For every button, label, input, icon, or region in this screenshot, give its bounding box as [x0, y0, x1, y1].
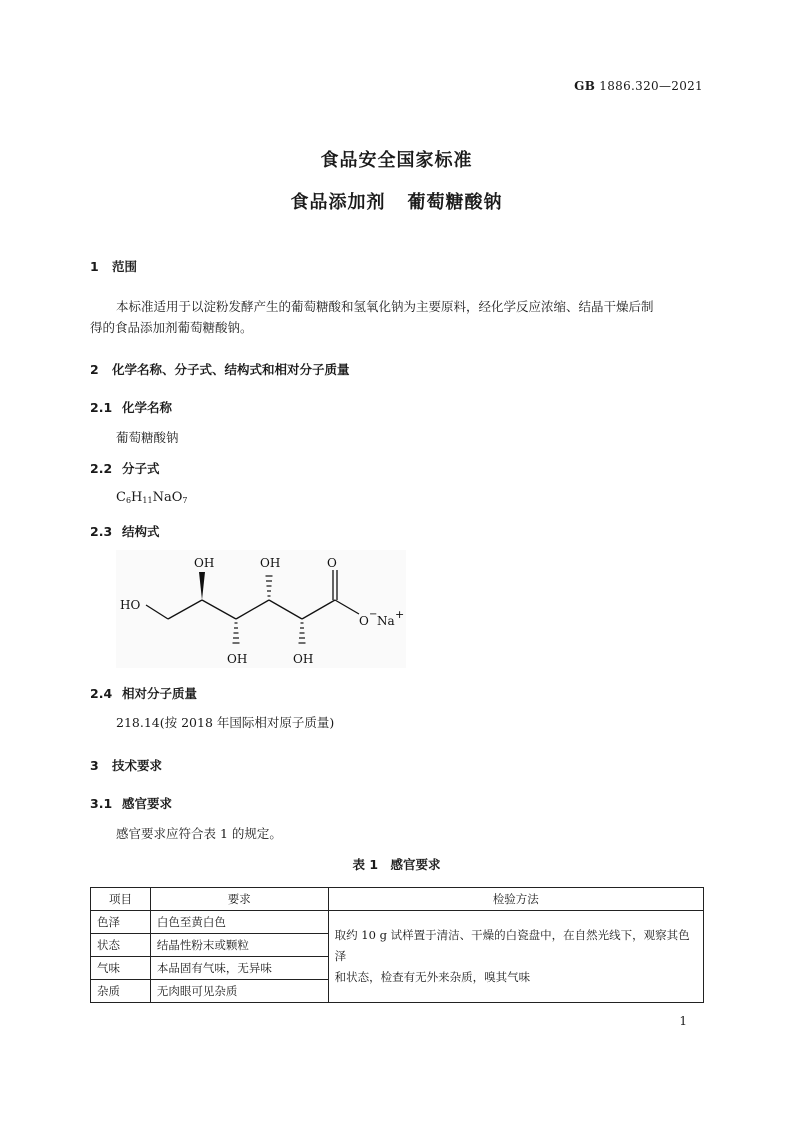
section-2-4-heading [90, 684, 197, 702]
molecular-formula [116, 490, 187, 505]
section-number: 2.3 [90, 524, 113, 539]
label-oh-bottom-1: OH [227, 652, 248, 666]
header-item: 项目 [91, 888, 151, 911]
bond-ho-c1 [146, 605, 168, 619]
title-part-1: 食品添加剂 [290, 192, 386, 213]
table-cell-item: 气味 [91, 957, 151, 980]
section-number: 2.2 [90, 461, 113, 476]
label-oh-bottom-2: OH [293, 652, 314, 666]
section-title: 化学名称、分子式、结构式和相对分子质量 [112, 362, 350, 377]
header-method: 检验方法 [328, 888, 703, 911]
page-number: 1 [679, 1014, 687, 1028]
table-cell-requirement: 本品固有气味，无异味 [150, 957, 328, 980]
label-o-minus: O [359, 614, 369, 628]
method-line-2: 和状态，检查有无外来杂质，嗅其气味 [334, 970, 531, 984]
structural-formula [116, 550, 406, 668]
document-code [0, 79, 703, 93]
section-title: 结构式 [122, 524, 160, 539]
section-3-heading [90, 756, 162, 774]
title-part-2: 葡萄糖酸钠 [407, 192, 503, 213]
sensory-requirements-table [90, 887, 704, 1003]
section-number: 3.1 [90, 796, 113, 811]
charge-plus: + [395, 608, 405, 621]
section-number: 3 [90, 758, 99, 773]
formula-nao: NaO [152, 490, 183, 505]
section-number: 2.4 [90, 686, 113, 701]
section-title: 感官要求 [122, 796, 173, 811]
label-oh-top-1: OH [194, 556, 215, 570]
bond-c1-c2 [168, 600, 202, 619]
section-number: 1 [90, 259, 99, 274]
section-title: 相对分子质量 [122, 686, 198, 701]
bond-c6-o [335, 600, 359, 614]
doc-code-number: 1886.320—2021 [599, 79, 703, 93]
section-2-heading [90, 360, 350, 378]
chemical-name: 葡萄糖酸钠 [116, 430, 179, 445]
section-2-3-heading [90, 522, 160, 540]
section-title: 技术要求 [112, 758, 163, 773]
doc-code-prefix: GB [574, 79, 596, 93]
table-cell-item: 杂质 [91, 980, 151, 1003]
formula-h: H [131, 490, 143, 505]
section-1-text-line-1: 本标准适用于以淀粉发酵产生的葡萄糖酸和氢氧化钠为主要原料，经化学反应浓缩、结晶干燥后制 [116, 299, 654, 314]
formula-c-count: 6 [125, 496, 132, 505]
section-number: 2 [90, 362, 99, 377]
section-3-1-heading [90, 794, 172, 812]
table-cell-requirement: 无肉眼可见杂质 [150, 980, 328, 1003]
section-title: 分子式 [122, 461, 160, 476]
molecular-mass-text: 218.14(按 2018 年国际相对原子质量) [116, 715, 335, 730]
section-number: 2.1 [90, 400, 113, 415]
table-caption: 表 1 感官要求 [352, 857, 441, 872]
table-cell-requirement: 白色至黄白色 [150, 911, 328, 934]
title-line-2 [0, 188, 793, 214]
section-2-2-heading [90, 459, 160, 477]
section-title: 化学名称 [122, 400, 173, 415]
wedge-bond-c2 [199, 572, 205, 600]
table-row [91, 911, 704, 934]
table-cell-item: 状态 [91, 934, 151, 957]
table-cell-requirement: 结晶性粉末或颗粒 [150, 934, 328, 957]
header-requirement: 要求 [150, 888, 328, 911]
charge-minus: − [369, 609, 378, 620]
sensory-requirement-text: 感官要求应符合表 1 的规定。 [116, 826, 282, 841]
method-line-1: 取约 10 g 试样置于清洁、干燥的白瓷盘中，在自然光线下，观察其色泽 [334, 928, 690, 963]
label-o-top: O [327, 556, 337, 570]
table-cell-method [328, 911, 703, 1003]
table-cell-item: 色泽 [91, 911, 151, 934]
label-ho-left: HO [120, 598, 141, 612]
label-na: Na [377, 614, 395, 628]
section-title: 范围 [112, 259, 138, 274]
section-2-1-heading [90, 398, 172, 416]
formula-c: C [116, 490, 126, 505]
label-oh-top-2: OH [260, 556, 281, 570]
table-header-row [91, 888, 704, 911]
section-1-text-line-2: 得的食品添加剂葡萄糖酸钠。 [90, 320, 253, 335]
formula-h-count: 11 [142, 496, 153, 505]
bond-c5-c6 [302, 600, 335, 619]
formula-o-count: 7 [182, 496, 188, 505]
bond-c4-c5 [269, 600, 302, 619]
section-1-heading [90, 257, 137, 275]
title-line-1: 食品安全国家标准 [320, 150, 473, 171]
structural-formula-drawing [116, 550, 406, 668]
bond-c2-c3 [202, 600, 236, 619]
bond-c3-c4 [236, 600, 269, 619]
